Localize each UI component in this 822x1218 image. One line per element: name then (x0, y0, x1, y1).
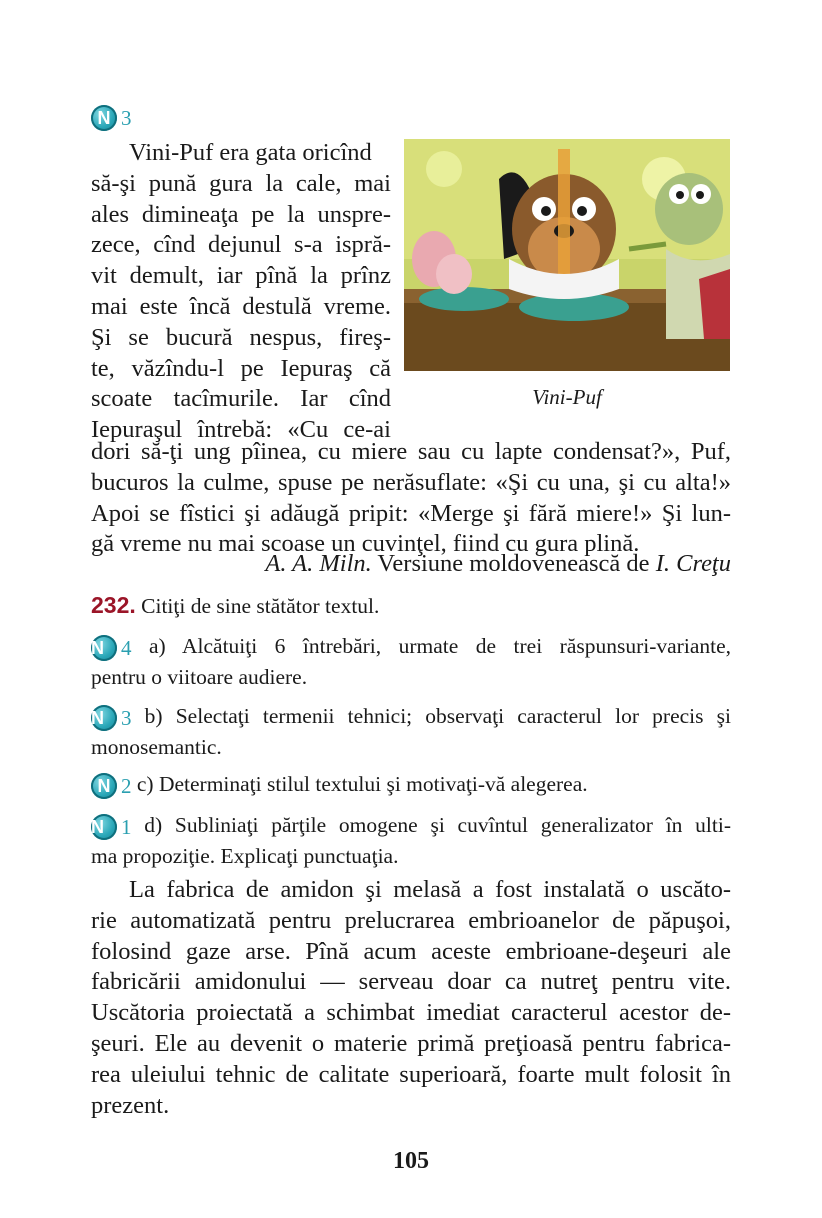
level-number: 3 (121, 105, 132, 130)
text-line: folosind gaze arse. Pînă acum aceste embrioane-deşeuri ale (91, 937, 731, 965)
story-line: scoate tacîmurile. Iar cînd (91, 385, 391, 413)
story-line: zece, cînd dejunul s-a ispră- (91, 231, 391, 259)
story-narrow-column (91, 138, 391, 446)
attribution (265, 550, 731, 578)
task-text: c) Determinaţi stilul textului şi motivaţi-vă alegerea. (136, 772, 588, 796)
n-badge-icon: N (91, 814, 117, 840)
page-number: 105 (393, 1148, 429, 1174)
story-line: gă vreme nu mai scoase un cuvinţel, fiind cu gura plină. (91, 530, 640, 558)
task-text: b) Selectaţi termenii tehnici; observaţi caracterul lor precis şi (144, 704, 731, 728)
text-line: şeuri. Ele au devenit o materie primă preţioasă pentru fabrica- (91, 1029, 731, 1057)
task-text: a) Alcătuiţi 6 întrebări, urmate de trei răspunsuri-variante, (148, 634, 732, 658)
exercise-heading (91, 591, 731, 621)
story-line: dori să-ţi ung pîinea, cu miere sau cu lapte condensat?», Puf, (91, 438, 731, 465)
task-text: d) Subliniaţi părţile omogene şi cuvîntul generalizator în ulti- (144, 813, 732, 837)
story-line: ales dimineaţa pe la unspre- (91, 200, 391, 228)
level-number: 2 (121, 773, 132, 798)
exercise-instruction: Citiţi de sine stătător textul. (135, 594, 380, 618)
task-text: monosemantic. (91, 734, 222, 759)
task-text: ma propoziţie. Explicaţi punctuaţia. (91, 843, 399, 868)
text-line: Uscătoria proiectată a schimbat imediat caracterul acestor de- (91, 999, 731, 1027)
story-line: Şi se bucură nespus, fireş- (91, 323, 391, 351)
text-line: fabricării amidonului — serveau doar ca nutreţ pentru vite. (91, 968, 731, 996)
attribution-text: Versiune moldovenească de (371, 550, 656, 577)
n-badge-icon: N (91, 635, 117, 661)
level-number: 4 (121, 635, 132, 660)
story-line: Apoi se fîstici şi adăugă pripit: «Merge şi fără miere!» Şi lun- (91, 499, 731, 527)
vini-puf-illustration (404, 139, 730, 371)
text-line: prezent. (91, 1091, 170, 1119)
level-number: 3 (121, 705, 132, 730)
level-badge-top (91, 105, 132, 131)
image-caption: Vini-Puf (532, 385, 602, 409)
story-line: Vini-Puf era gata oricînd (129, 139, 372, 166)
n-badge-icon: N (91, 105, 117, 131)
n-badge-icon: N (91, 705, 117, 731)
author-name: A. A. Miln. (265, 550, 372, 577)
exercise-text (91, 875, 731, 1121)
story-line: Iepuraşul întrebă: «Cu ce-ai (91, 416, 391, 444)
story-wide-lines (91, 437, 731, 560)
task-item (91, 811, 731, 871)
story-line: te, văzîndu-l pe Iepuraş că (91, 354, 391, 382)
task-item (91, 702, 731, 762)
story-line: mai este încă destulă vreme. (91, 292, 391, 320)
story-line: vit demult, iar pînă la prînz (91, 262, 391, 290)
story-line: să-şi pună gura la cale, mai (91, 169, 391, 197)
task-text: pentru o viitoare audiere. (91, 664, 308, 689)
text-line: rea uleiului tehnic de calitate superioară, foarte mult folosit în (91, 1060, 731, 1088)
translator-name: I. Creţu (655, 550, 731, 577)
story-line: bucuros la culme, spuse pe nerăsuflate: «Şi cu una, şi cu alta!» (91, 468, 731, 496)
task-item (91, 632, 731, 692)
text-line: La fabrica de amidon şi melasă a fost instalată o uscăto- (129, 876, 731, 903)
task-item (91, 770, 731, 801)
level-number: 1 (121, 814, 132, 839)
text-line: rie automatizată pentru prelucrarea embrioanelor de păpuşoi, (91, 906, 731, 934)
exercise-number: 232. (91, 592, 136, 618)
n-badge-icon: N (91, 773, 117, 799)
